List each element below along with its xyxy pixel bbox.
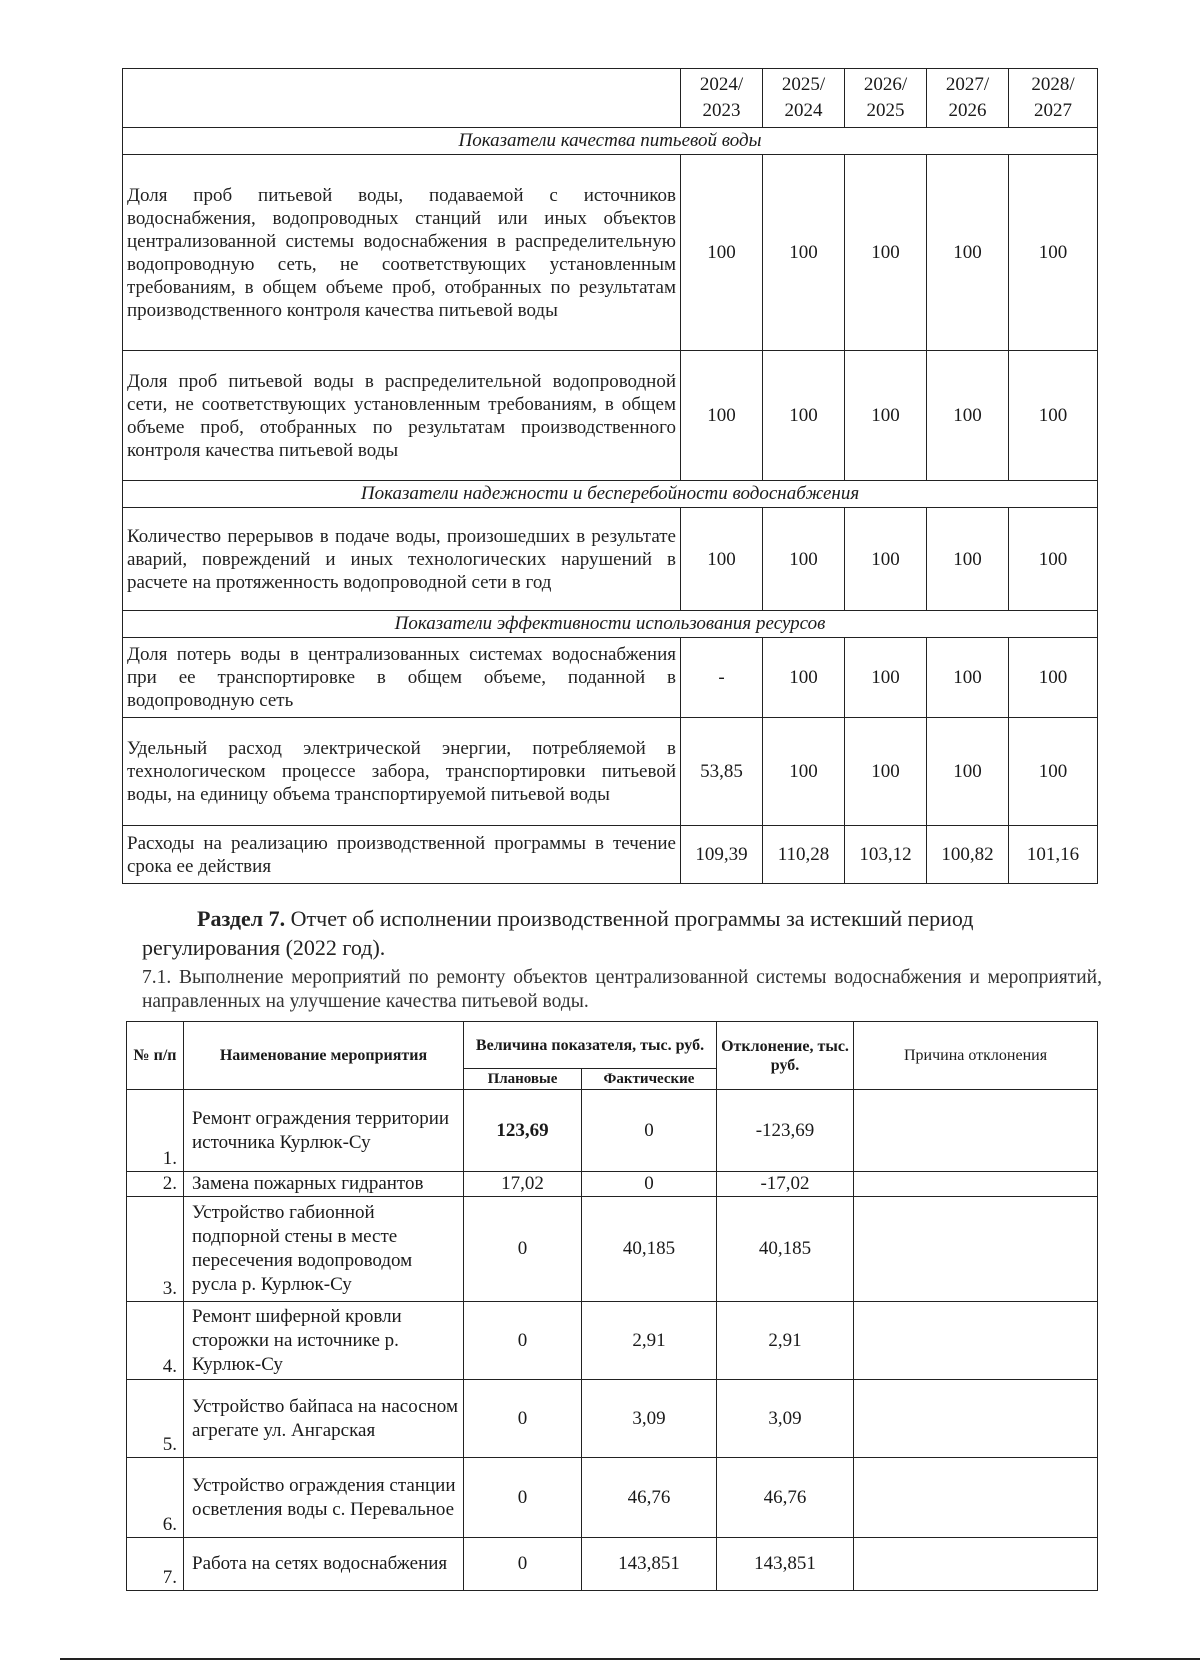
table-row <box>127 1197 1098 1302</box>
indicator-value: 100 <box>681 508 763 611</box>
reason-value <box>854 1538 1098 1591</box>
indicator-description: Расходы на реализацию производственной программы в течение срока ее действия <box>123 826 681 884</box>
measures-table <box>126 1021 1098 1591</box>
indicator-description: Доля проб питьевой воды, подаваемой с источников водоснабжения, водопроводных станций или иных объектов централизованной системы водоснабжения в распределительную водопроводную сеть, не соответствующих установленным требованиям, в общем объеме проб, отобранных по результатам производственного контроля качества питьевой воды <box>123 155 681 351</box>
indicator-value: 101,16 <box>1009 826 1098 884</box>
reason-value <box>854 1458 1098 1538</box>
indicator-value: 100 <box>927 155 1009 351</box>
indicator-value: 110,28 <box>763 826 845 884</box>
deviation-value: 3,09 <box>717 1380 854 1458</box>
section-7-heading <box>142 904 1102 962</box>
deviation-value: 143,851 <box>717 1538 854 1591</box>
actual-value: 46,76 <box>582 1458 717 1538</box>
row-number: 4. <box>127 1302 184 1380</box>
indicator-description: Доля потерь воды в централизованных системах водоснабжения при ее транспортировке в общем объеме, поданной в водопроводную сеть <box>123 638 681 718</box>
indicator-value: 100,82 <box>927 826 1009 884</box>
table-row <box>127 1302 1098 1380</box>
measure-name: Работа на сетях водоснабжения <box>184 1538 464 1591</box>
page-bottom-rule <box>60 1658 1200 1660</box>
row-number: 5. <box>127 1380 184 1458</box>
actual-value: 3,09 <box>582 1380 717 1458</box>
indicator-row <box>123 508 1098 611</box>
indicator-value: 100 <box>1009 155 1098 351</box>
section-row <box>123 481 1098 508</box>
section-7-title: Отчет об исполнении производственной программы за истекший период регулирования (2022 год). <box>142 906 974 960</box>
reason-value <box>854 1172 1098 1197</box>
section-row <box>123 128 1098 155</box>
row-number: 6. <box>127 1458 184 1538</box>
actual-value: 0 <box>582 1172 717 1197</box>
indicator-value: 100 <box>845 718 927 826</box>
indicator-value: 109,39 <box>681 826 763 884</box>
reason-value <box>854 1302 1098 1380</box>
deviation-value: 2,91 <box>717 1302 854 1380</box>
indicator-value: 100 <box>763 351 845 481</box>
year-header: 2026/ 2025 <box>845 69 927 128</box>
deviation-value: 46,76 <box>717 1458 854 1538</box>
indicator-row <box>123 351 1098 481</box>
measure-name: Устройство байпаса на насосном агрегате ул. Ангарская <box>184 1380 464 1458</box>
indicator-value: 53,85 <box>681 718 763 826</box>
indicator-value: 100 <box>1009 351 1098 481</box>
indicators-header-row <box>123 69 1098 128</box>
table-row <box>127 1172 1098 1197</box>
section-efficiency-title: Показатели эффективности использования ресурсов <box>123 611 1098 638</box>
indicator-value: 100 <box>763 638 845 718</box>
indicator-value: 100 <box>763 718 845 826</box>
actual-header: Фактические <box>582 1069 717 1090</box>
value-header: Величина показателя, тыс. руб. <box>464 1022 717 1069</box>
table-row <box>127 1538 1098 1591</box>
indicator-value: 100 <box>927 351 1009 481</box>
section-quality-title: Показатели качества питьевой воды <box>123 128 1098 155</box>
measure-name: Замена пожарных гидрантов <box>184 1172 464 1197</box>
num-header: № п/п <box>127 1022 184 1090</box>
year-header: 2024/ 2023 <box>681 69 763 128</box>
indicator-value: 100 <box>681 155 763 351</box>
planned-header: Плановые <box>464 1069 582 1090</box>
actual-value: 2,91 <box>582 1302 717 1380</box>
indicator-value: - <box>681 638 763 718</box>
name-header: Наименование мероприятия <box>184 1022 464 1090</box>
indicator-row <box>123 826 1098 884</box>
indicators-table <box>122 68 1098 884</box>
reason-value <box>854 1380 1098 1458</box>
indicator-value: 100 <box>845 351 927 481</box>
planned-value: 0 <box>464 1197 582 1302</box>
indicator-row <box>123 638 1098 718</box>
measures-header-row <box>127 1022 1098 1069</box>
indicator-value: 100 <box>845 155 927 351</box>
table-row <box>127 1380 1098 1458</box>
actual-value: 40,185 <box>582 1197 717 1302</box>
year-header: 2028/ 2027 <box>1009 69 1098 128</box>
planned-value: 123,69 <box>464 1090 582 1172</box>
indicator-description: Количество перерывов в подаче воды, произошедших в результате аварий, повреждений и иных технологических нарушений в расчете на протяженность водопроводной сети в год <box>123 508 681 611</box>
indicator-description: Удельный расход электрической энергии, потребляемой в технологическом процессе забора, транспортировки питьевой воды, на единицу объема транспортируемой питьевой воды <box>123 718 681 826</box>
table-row <box>127 1090 1098 1172</box>
section-row <box>123 611 1098 638</box>
planned-value: 0 <box>464 1458 582 1538</box>
reason-header: Причина отклонения <box>854 1022 1098 1090</box>
row-number: 3. <box>127 1197 184 1302</box>
indicator-value: 100 <box>1009 718 1098 826</box>
measure-name: Ремонт шиферной кровли сторожки на источнике р. Курлюк-Су <box>184 1302 464 1380</box>
measure-name: Устройство ограждения станции осветления воды с. Перевальное <box>184 1458 464 1538</box>
indicator-row <box>123 718 1098 826</box>
row-number: 7. <box>127 1538 184 1591</box>
deviation-header: Отклонение, тыс. руб. <box>717 1022 854 1090</box>
measure-name: Ремонт ограждения территории источника Курлюк-Су <box>184 1090 464 1172</box>
indicator-description: Доля проб питьевой воды в распределительной водопроводной сети, не соответствующих установленным требованиям, в общем объеме проб, отобранных по результатам производственного контроля качества питьевой воды <box>123 351 681 481</box>
planned-value: 0 <box>464 1380 582 1458</box>
section-7-label: Раздел 7. <box>197 906 286 931</box>
indicator-value: 100 <box>681 351 763 481</box>
measure-name: Устройство габионной подпорной стены в месте пересечения водопроводом русла р. Курлюк-Су <box>184 1197 464 1302</box>
row-number: 1. <box>127 1090 184 1172</box>
actual-value: 0 <box>582 1090 717 1172</box>
indicator-value: 100 <box>1009 638 1098 718</box>
year-header: 2025/ 2024 <box>763 69 845 128</box>
year-header: 2027/ 2026 <box>927 69 1009 128</box>
planned-value: 17,02 <box>464 1172 582 1197</box>
section-reliability-title: Показатели надежности и бесперебойности водоснабжения <box>123 481 1098 508</box>
indicator-value: 100 <box>927 508 1009 611</box>
table-row <box>127 1458 1098 1538</box>
indicator-value: 100 <box>845 638 927 718</box>
indicator-name-header <box>123 69 681 128</box>
indicator-value: 100 <box>1009 508 1098 611</box>
indicator-value: 100 <box>763 155 845 351</box>
row-number: 2. <box>127 1172 184 1197</box>
deviation-value: -123,69 <box>717 1090 854 1172</box>
actual-value: 143,851 <box>582 1538 717 1591</box>
section-7-1-heading: 7.1. Выполнение мероприятий по ремонту объектов централизованной системы водоснабжения и мероприятий, направленных на улучшение качества питьевой воды. <box>142 967 1102 1012</box>
deviation-value: 40,185 <box>717 1197 854 1302</box>
deviation-value: -17,02 <box>717 1172 854 1197</box>
reason-value <box>854 1090 1098 1172</box>
indicator-value: 100 <box>927 638 1009 718</box>
reason-value <box>854 1197 1098 1302</box>
indicator-value: 100 <box>763 508 845 611</box>
planned-value: 0 <box>464 1538 582 1591</box>
indicator-value: 100 <box>845 508 927 611</box>
indicator-value: 103,12 <box>845 826 927 884</box>
indicator-value: 100 <box>927 718 1009 826</box>
planned-value: 0 <box>464 1302 582 1380</box>
indicator-row <box>123 155 1098 351</box>
